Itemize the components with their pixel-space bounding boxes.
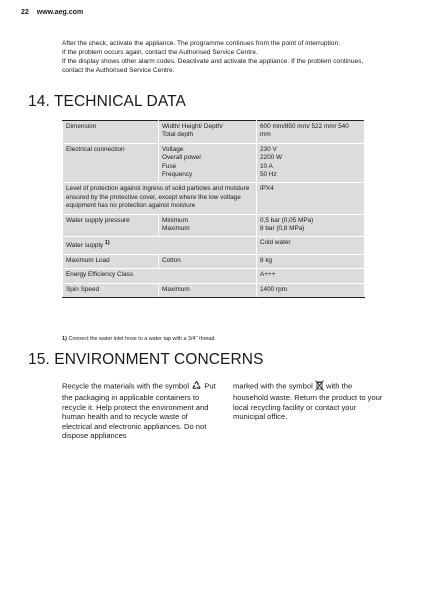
param: Voltage bbox=[162, 145, 184, 153]
table-row bbox=[63, 237, 365, 255]
table-row bbox=[63, 283, 365, 297]
intro-line: After the check, activate the appliance. The programme continues from the point of interruption. bbox=[62, 40, 341, 47]
row-values bbox=[257, 269, 365, 283]
section-heading-technical-data: 14. TECHNICAL DATA bbox=[28, 93, 186, 110]
value: 600 mm/850 mm/ 522 mm/ 540 mm bbox=[260, 123, 349, 139]
row-label: Water supply pressure bbox=[63, 214, 159, 237]
row-label bbox=[63, 237, 257, 255]
param: Maximum bbox=[162, 285, 190, 293]
param: Minimum bbox=[162, 216, 188, 224]
param: Maximum bbox=[162, 225, 190, 233]
site-url: www.aeg.com bbox=[36, 9, 84, 16]
env-text: Recycle the materials with the symbol bbox=[62, 381, 190, 391]
page-header bbox=[21, 9, 83, 16]
table-row bbox=[63, 255, 365, 269]
row-params bbox=[159, 283, 257, 297]
row-values bbox=[257, 283, 365, 297]
row-values bbox=[257, 255, 365, 269]
row-label: Spin Speed bbox=[63, 283, 159, 297]
value: 1400 rpm bbox=[260, 285, 287, 293]
param: Frequency bbox=[162, 171, 193, 179]
value: IPX4 bbox=[260, 185, 274, 193]
row-params bbox=[159, 214, 257, 237]
param: Overall power bbox=[162, 154, 202, 162]
row-label-text: Water supply bbox=[66, 242, 104, 250]
row-values bbox=[257, 214, 365, 237]
row-params bbox=[159, 121, 257, 144]
row-values bbox=[257, 143, 365, 183]
intro-line: If the problem occurs again, contact the Authorised Service Centre. bbox=[62, 48, 258, 56]
row-values bbox=[257, 183, 365, 214]
row-values bbox=[257, 237, 365, 255]
value: 230 V bbox=[260, 145, 277, 153]
value: A+++ bbox=[260, 271, 276, 279]
param: Width/ Height/ Depth/ bbox=[162, 123, 223, 130]
table-row bbox=[63, 183, 365, 214]
value: 2200 W bbox=[260, 154, 283, 162]
row-params bbox=[159, 143, 257, 183]
table-row bbox=[63, 121, 365, 144]
value: 10 A bbox=[260, 162, 273, 170]
footnote-ref: 1) bbox=[104, 240, 110, 247]
param: Cotton bbox=[162, 257, 181, 264]
table-footnote bbox=[62, 336, 216, 342]
page-number: 22 bbox=[21, 9, 29, 16]
table-row bbox=[63, 214, 365, 237]
param: Total depth bbox=[162, 131, 194, 139]
value: 8 bar (0,8 MPa) bbox=[260, 225, 305, 233]
row-values bbox=[257, 121, 365, 144]
param: Fuse bbox=[162, 162, 177, 170]
recycle-icon bbox=[191, 380, 202, 393]
env-text: with the household waste. Return the product to your local recycling facility or contact your municipal office. bbox=[233, 381, 383, 422]
value: 0,5 bar (0,05 MPa) bbox=[260, 216, 314, 224]
technical-data-table bbox=[62, 120, 365, 298]
intro-line: If the display shows other alarm codes. Deactivate and activate the appliance. If the problem continues, contact the Authorised Service Centre. bbox=[62, 57, 364, 74]
table-row bbox=[63, 269, 365, 283]
value: Cold water bbox=[260, 239, 291, 247]
footnote-mark: 1) bbox=[62, 336, 67, 342]
row-params bbox=[159, 255, 257, 269]
row-label: Energy Efficiency Class bbox=[63, 269, 257, 283]
intro-text bbox=[62, 40, 372, 76]
row-label: Electrical connection bbox=[63, 143, 159, 183]
table-row bbox=[63, 143, 365, 183]
crossed-bin-icon bbox=[315, 380, 324, 393]
value: 50 Hz bbox=[260, 171, 277, 179]
row-label: Dimension bbox=[63, 121, 159, 144]
env-text: Put the packaging in applicable containers to recycle it. Help protect the environment and human health and to recycle waste of electrical and electronic appliances. Do not dispose appliances bbox=[62, 381, 216, 441]
row-label: Level of protection against ingress of solid particles and moisture ensured by the protective cover, except where the low voltage equipment has no protection against moisture bbox=[63, 183, 257, 214]
environment-text-right bbox=[233, 380, 388, 422]
footnote-text: Connect the water inlet hose to a water tap with a 3/4'' thread. bbox=[68, 336, 216, 342]
environment-text-left bbox=[62, 380, 217, 440]
env-text: marked with the symbol bbox=[233, 381, 313, 391]
value: 8 kg bbox=[260, 257, 273, 264]
section-heading-environment: 15. ENVIRONMENT CONCERNS bbox=[28, 351, 264, 368]
row-label: Maximum Load bbox=[63, 255, 159, 269]
